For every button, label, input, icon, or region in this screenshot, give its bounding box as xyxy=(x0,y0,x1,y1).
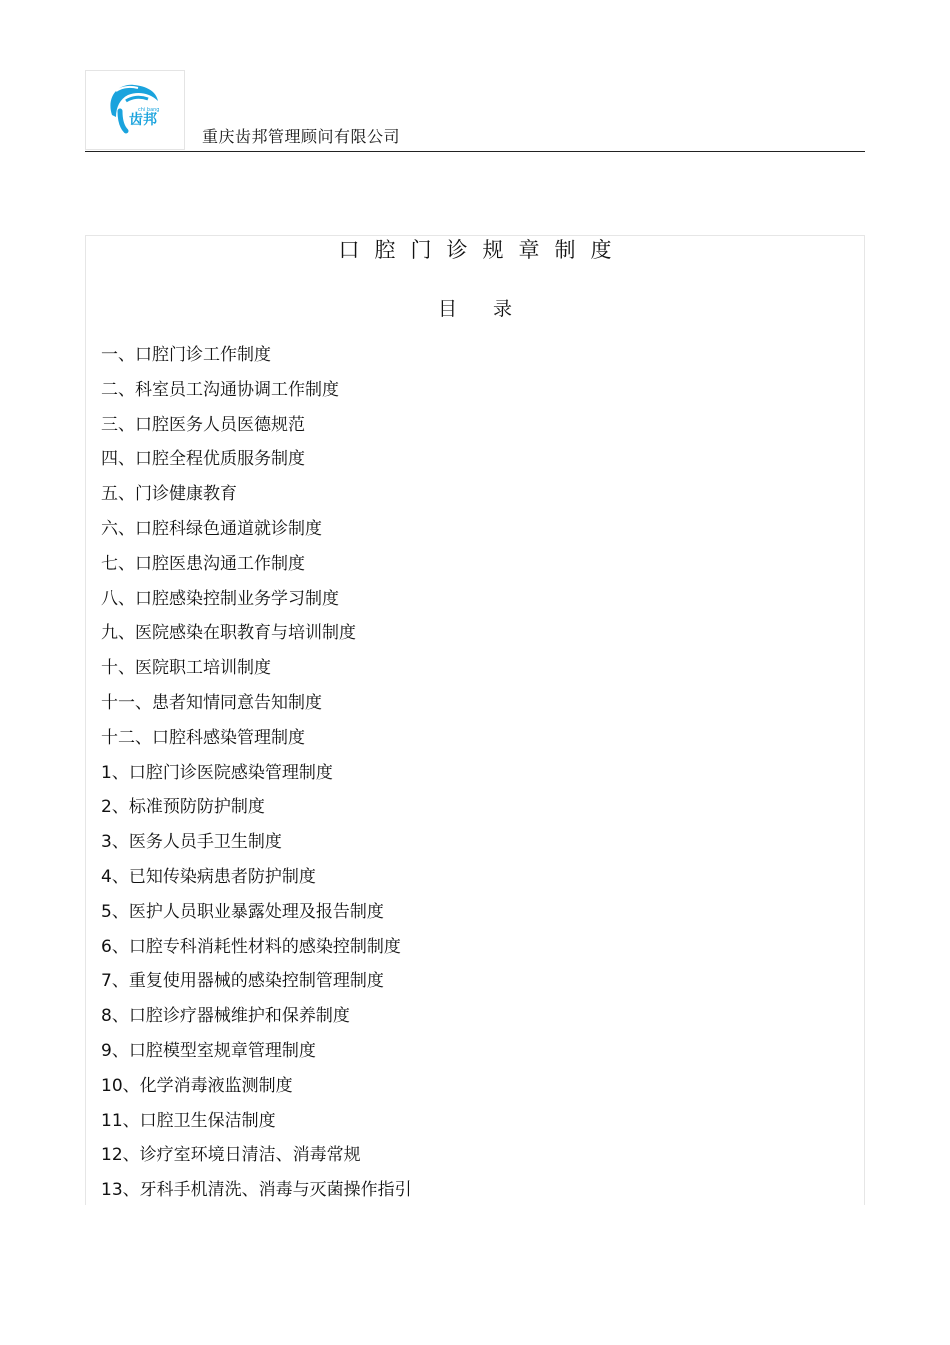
toc-item: 12、诊疗室环境日清洁、消毒常规 xyxy=(101,1145,361,1166)
toc-item: 10、化学消毒液监测制度 xyxy=(101,1075,293,1096)
toc-item: 十二、口腔科感染管理制度 xyxy=(101,727,305,748)
toc-item: 六、口腔科绿色通道就诊制度 xyxy=(101,518,322,539)
toc-item: 8、口腔诊疗器械维护和保养制度 xyxy=(101,1006,350,1027)
toc-item: 2、标准预防防护制度 xyxy=(101,797,265,818)
header-divider xyxy=(85,151,865,152)
company-logo xyxy=(85,70,185,150)
tooth-wave-logo-icon xyxy=(86,71,186,151)
toc-item: 6、口腔专科消耗性材料的感染控制制度 xyxy=(101,936,401,957)
toc-heading: 目录 xyxy=(437,298,548,320)
toc-item: 9、口腔模型室规章管理制度 xyxy=(101,1040,316,1061)
logo-main-text: 齿邦 xyxy=(129,112,157,128)
toc-item: 四、口腔全程优质服务制度 xyxy=(101,449,305,470)
toc-item: 一、口腔门诊工作制度 xyxy=(101,345,271,365)
table-of-contents xyxy=(101,342,841,1212)
toc-item: 七、口腔医患沟通工作制度 xyxy=(101,553,305,574)
toc-item: 三、口腔医务人员医德规范 xyxy=(101,414,305,435)
toc-item: 二、科室员工沟通协调工作制度 xyxy=(101,379,339,400)
toc-item: 13、牙科手机清洗、消毒与灭菌操作指引 xyxy=(101,1180,412,1201)
toc-item: 1、口腔门诊医院感染管理制度 xyxy=(101,762,333,783)
toc-item: 九、医院感染在职教育与培训制度 xyxy=(101,623,356,644)
toc-item: 五、门诊健康教育 xyxy=(101,484,237,505)
toc-item: 5、医护人员职业暴露处理及报告制度 xyxy=(101,901,384,922)
logo-small-text: chi bang xyxy=(138,107,160,113)
document-title: 口腔门诊规章制度 xyxy=(338,238,627,262)
toc-item: 十、医院职工培训制度 xyxy=(101,658,271,679)
toc-item: 7、重复使用器械的感染控制管理制度 xyxy=(101,971,384,992)
toc-item: 十一、患者知情同意告知制度 xyxy=(101,692,322,713)
toc-item: 3、医务人员手卫生制度 xyxy=(101,832,282,853)
company-name: 重庆齿邦管理顾问有限公司 xyxy=(202,127,401,146)
toc-item: 八、口腔感染控制业务学习制度 xyxy=(101,588,339,609)
toc-item: 4、已知传染病患者防护制度 xyxy=(101,866,316,887)
toc-item: 11、口腔卫生保洁制度 xyxy=(101,1110,276,1131)
